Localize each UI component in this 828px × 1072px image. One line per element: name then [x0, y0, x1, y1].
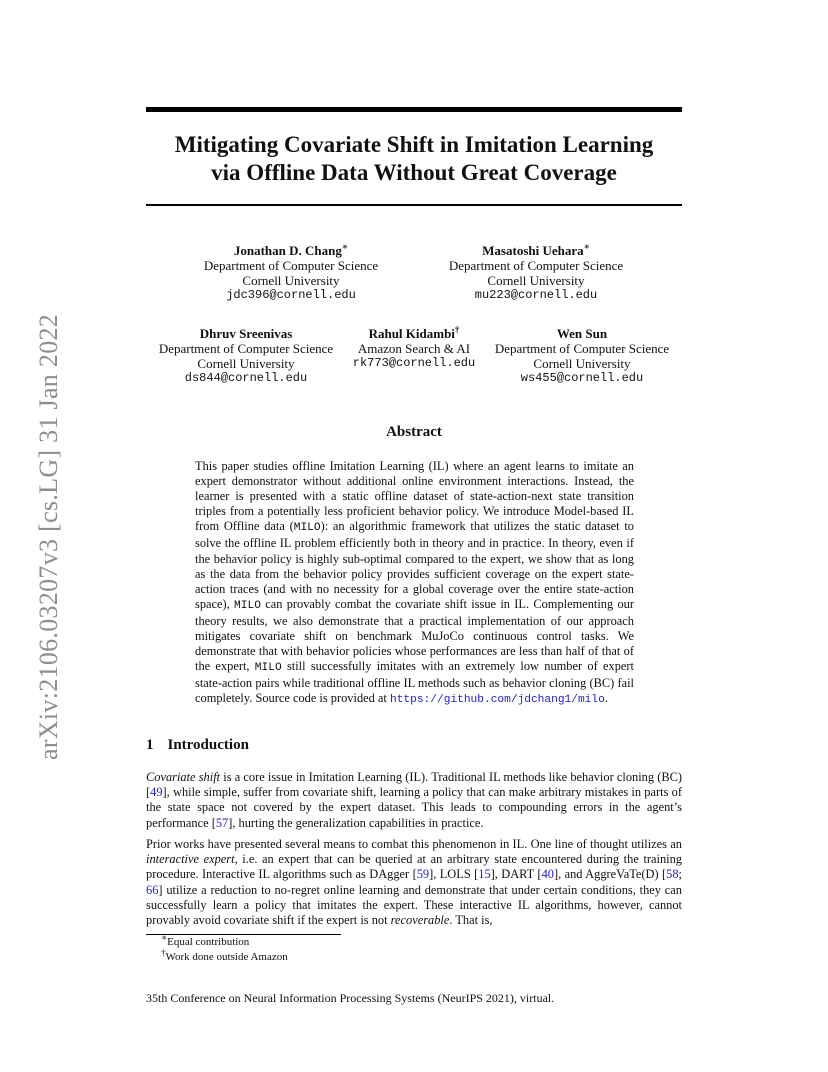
- author-block-1: [191, 243, 391, 303]
- author-affiliation: Amazon Search & AI: [357, 341, 471, 356]
- intro-paragraph-1: Covariate shift is a core issue in Imitation Learning (IL). Traditional IL methods like behavior cloning (BC) [49], while simple, suffer from covariate shift, learning a policy that can make arbitrary mistakes in parts of the state space not covered by the expert dataset. This leads to compounding errors in the agent’s performance [57], hurting the generalization capabilities in practice.: [146, 770, 683, 830]
- author-block-3: [146, 326, 346, 386]
- arxiv-identifier: arXiv:2106.03207v3 [cs.LG] 31 Jan 2022: [34, 313, 63, 760]
- citation-link[interactable]: 49: [150, 785, 163, 800]
- author-block-5: [482, 326, 682, 386]
- title-top-rule: [146, 107, 682, 112]
- author-affiliation: Department of Computer Science: [203, 258, 379, 273]
- footnote-2: †Work done outside Amazon: [161, 947, 288, 963]
- author-email[interactable]: rk773@cornell.edu: [352, 356, 476, 370]
- intro-paragraph-2: Prior works have presented several means to combat this phenomenon in IL. One line of thought utilizes an interactive expert, i.e. an expert that can be queried at an arbitrary state encountered during the training procedure. Interactive IL algorithms such as DAgger [59], LOLS [15], DART [40], and AggreVaTe(D) [58; 66] utilize a reduction to no-regret online learning and demonstrate that under certain conditions, they can successfully learn a policy that imitates the expert. These interactive IL algorithms, however, cannot provably avoid covariate shift if the expert is not recoverable. That is,: [146, 837, 682, 928]
- abstract-body: This paper studies offline Imitation Learning (IL) where an agent learns to imitate an expert demonstrator without additional online environment interactions. Instead, the learner is presented with a static offline dataset of state-action-next state transition triples from a potentially less proficient behavior policy. We introduce Model-based IL from Offline data (MILO): an algorithmic framework that utilizes the static dataset to solve the offline IL problem efficiently both in theory and in practice. In theory, even if the behavior policy is highly sub-optimal compared to the expert, we show that as long as the data from the behavior policy provides sufficient coverage on the expert state-action traces (and with no necessity for a global coverage over the entire state-action space), MILO can provably combat the covariate shift issue in IL. Complementing our theory results, we also demonstrate that a practical implementation of our approach mitigates covariate shift on benchmark MuJoCo continuous control tasks. We demonstrate that with behavior policies whose performances are less than half of that of the expert, MILO still successfully imitates with an extremely low number of expert state-action pairs while traditional offline IL methods such as behavior cloning (BC) fail completely. Source code is provided at https://github.com/jdchang1/milo.: [195, 459, 635, 707]
- author-block-4: [349, 326, 479, 371]
- author-name: Rahul Kidambi†: [368, 324, 460, 341]
- citation-link[interactable]: 58: [666, 867, 679, 882]
- author-name: Dhruv Sreenivas: [199, 326, 293, 341]
- citation-link[interactable]: 15: [478, 867, 491, 882]
- author-institution: Cornell University: [242, 273, 340, 288]
- author-affiliation: Department of Computer Science: [448, 258, 624, 273]
- method-name: MILO: [293, 522, 321, 535]
- footnote-rule: [146, 934, 341, 935]
- citation-link[interactable]: 40: [541, 867, 554, 882]
- author-affiliation: Department of Computer Science: [158, 341, 334, 356]
- author-name: Masatoshi Uehara∗: [482, 241, 590, 258]
- section-heading: 1 Introduction: [146, 737, 249, 753]
- author-email[interactable]: mu223@cornell.edu: [474, 288, 598, 302]
- abstract-heading: Abstract: [386, 424, 442, 440]
- paper-title: [146, 131, 682, 187]
- author-institution: Cornell University: [487, 273, 585, 288]
- citation-link[interactable]: 66: [146, 882, 159, 897]
- author-affiliation: Department of Computer Science: [494, 341, 670, 356]
- author-email[interactable]: ds844@cornell.edu: [184, 371, 308, 385]
- citation-link[interactable]: 57: [215, 815, 229, 830]
- title-line-1: Mitigating Covariate Shift in Imitation Learning: [174, 132, 654, 157]
- title-line-2: via Offline Data Without Great Coverage: [211, 160, 617, 185]
- source-code-link[interactable]: https://github.com/jdchang1/milo: [389, 694, 605, 707]
- author-name: Jonathan D. Chang∗: [233, 241, 349, 258]
- author-name: Wen Sun: [556, 326, 608, 341]
- conference-note: 35th Conference on Neural Information Processing Systems (NeurIPS 2021), virtual.: [146, 991, 555, 1005]
- author-email[interactable]: jdc396@cornell.edu: [226, 288, 356, 302]
- title-bottom-rule: [146, 204, 682, 206]
- method-name: MILO: [234, 599, 261, 612]
- author-block-2: [436, 243, 636, 303]
- method-name: MILO: [254, 662, 282, 675]
- citation-link[interactable]: 59: [416, 867, 430, 882]
- author-institution: Cornell University: [533, 356, 631, 371]
- author-institution: Cornell University: [197, 356, 295, 371]
- footnote-1: ∗Equal contribution: [161, 932, 250, 948]
- author-email[interactable]: ws455@cornell.edu: [520, 371, 644, 385]
